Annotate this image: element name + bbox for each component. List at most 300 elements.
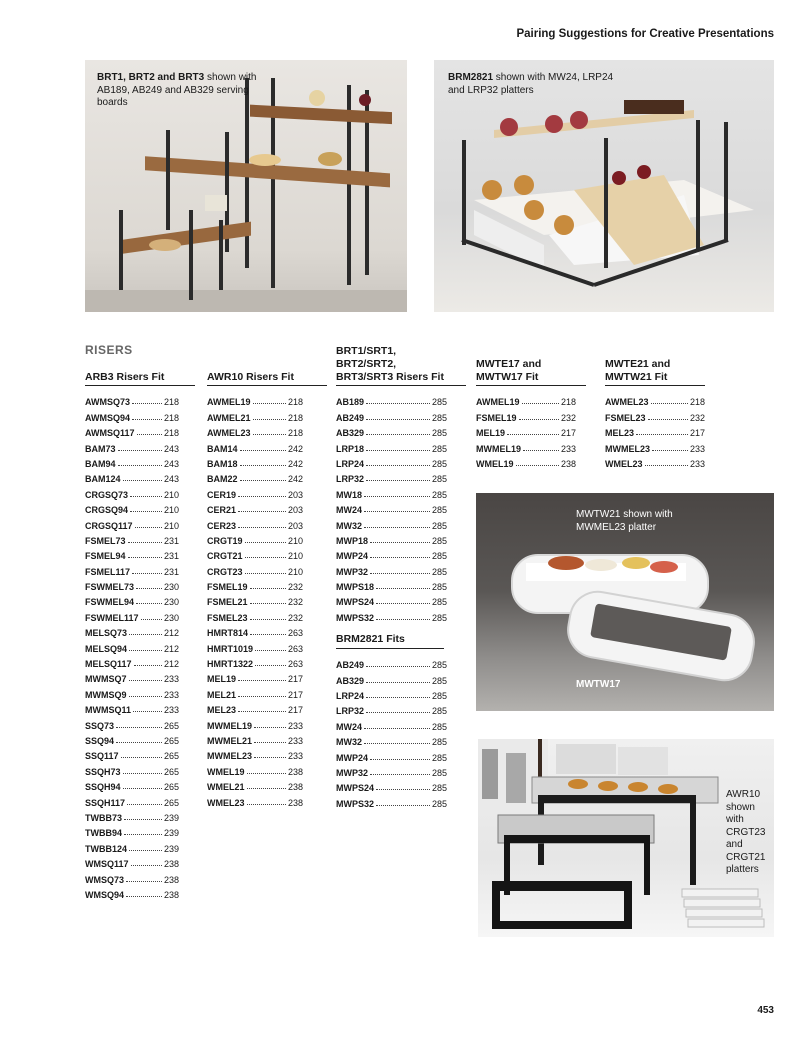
- item-page: 212: [163, 628, 179, 639]
- item-page: 265: [163, 766, 179, 777]
- list-item: [85, 515, 179, 530]
- page-header-title: Pairing Suggestions for Creative Presentations: [516, 28, 774, 40]
- item-page: 210: [287, 551, 303, 562]
- item-code: BAM94: [85, 458, 116, 469]
- item-code: FSMEL94: [85, 551, 126, 562]
- item-code: MW32: [336, 520, 363, 531]
- dot-leader: [238, 711, 286, 712]
- item-page: 285: [431, 721, 447, 732]
- dot-leader: [238, 696, 286, 697]
- brt-title-line2: BRT3/SRT3 Risers Fit: [336, 371, 444, 383]
- item-page: 217: [560, 428, 576, 439]
- brm2821-item-list: [336, 655, 447, 809]
- item-code: SSQH73: [85, 766, 121, 777]
- item-page: 285: [431, 566, 447, 577]
- list-item: [85, 531, 179, 546]
- dot-leader: [366, 682, 430, 683]
- item-code: TWBB124: [85, 843, 128, 854]
- dot-leader: [238, 511, 286, 512]
- item-page: 285: [431, 505, 447, 516]
- item-code: HMRT814: [207, 628, 249, 639]
- dot-leader: [376, 789, 430, 790]
- item-page: 265: [163, 797, 179, 808]
- list-item: [85, 761, 179, 776]
- item-code: WMSQ94: [85, 889, 125, 900]
- item-page: 210: [163, 489, 179, 500]
- item-code: AWMEL21: [207, 412, 251, 423]
- item-page: 238: [287, 797, 303, 808]
- list-item: [85, 454, 179, 469]
- item-page: 233: [560, 443, 576, 454]
- arb3-risers-column: [85, 358, 179, 900]
- item-code: BAM18: [207, 458, 238, 469]
- item-code: MWPS32: [336, 612, 375, 623]
- list-item: [207, 669, 303, 684]
- item-page: 238: [287, 766, 303, 777]
- dot-leader: [507, 434, 559, 435]
- dot-leader: [366, 666, 430, 667]
- list-item: [207, 423, 303, 438]
- item-page: 243: [163, 443, 179, 454]
- item-page: 230: [163, 597, 179, 608]
- list-item: [85, 854, 179, 869]
- item-page: 232: [287, 612, 303, 623]
- brt-title-line1: BRT1/SRT1, BRT2/SRT2,: [336, 345, 397, 370]
- list-item: [85, 592, 179, 607]
- list-item: [85, 792, 179, 807]
- list-item: [85, 654, 179, 669]
- item-page: 203: [287, 505, 303, 516]
- list-item: [85, 484, 179, 499]
- item-code: CRGSQ94: [85, 505, 129, 516]
- item-page: 239: [163, 843, 179, 854]
- dot-leader: [370, 774, 430, 775]
- brm2821-photo: [434, 60, 774, 312]
- item-page: 232: [287, 582, 303, 593]
- item-code: CRGT21: [207, 551, 243, 562]
- dot-leader: [134, 665, 162, 666]
- list-item: [85, 607, 179, 622]
- list-item: [85, 885, 179, 900]
- item-code: MWP18: [336, 535, 369, 546]
- dot-leader: [366, 697, 430, 698]
- dot-leader: [240, 450, 286, 451]
- list-item: [336, 423, 447, 438]
- item-page: 285: [431, 474, 447, 485]
- item-code: HMRT1019: [207, 643, 254, 654]
- item-code: LRP32: [336, 706, 365, 717]
- item-code: MW24: [336, 721, 363, 732]
- brt-photo-caption: [97, 72, 257, 110]
- item-page: 218: [163, 397, 179, 408]
- item-page: 231: [163, 535, 179, 546]
- list-item: [336, 561, 447, 576]
- list-item: [207, 607, 303, 622]
- item-code: WMSQ117: [85, 859, 129, 870]
- item-page: 217: [689, 428, 705, 439]
- item-code: SSQ117: [85, 751, 119, 762]
- dot-leader: [238, 680, 286, 681]
- dot-leader: [141, 619, 162, 620]
- item-page: 238: [560, 458, 576, 469]
- item-code: MWP32: [336, 767, 369, 778]
- dot-leader: [376, 603, 430, 604]
- item-code: FSMEL19: [476, 412, 517, 423]
- brm2821-illustration: [434, 60, 774, 312]
- list-item: [336, 793, 447, 808]
- dot-leader: [376, 588, 430, 589]
- item-code: MEL23: [605, 428, 635, 439]
- mwtw17-label: MWTW17: [576, 679, 621, 690]
- dot-leader: [250, 619, 286, 620]
- item-page: 233: [287, 735, 303, 746]
- list-item: [85, 392, 179, 407]
- item-page: 218: [287, 412, 303, 423]
- dot-leader: [245, 557, 286, 558]
- list-item: [336, 515, 447, 530]
- item-code: FSMEL23: [207, 612, 248, 623]
- list-item: [207, 577, 303, 592]
- item-page: 285: [431, 675, 447, 686]
- brt-column-rule: [336, 385, 466, 386]
- list-item: [207, 654, 303, 669]
- item-page: 285: [431, 798, 447, 809]
- brt-column-title: [336, 345, 447, 384]
- list-item: [85, 731, 179, 746]
- item-code: CER19: [207, 489, 237, 500]
- item-code: BAM124: [85, 474, 121, 485]
- brt-caption-bold: BRT1, BRT2 and BRT3: [97, 72, 205, 83]
- item-code: MWMEL21: [207, 735, 252, 746]
- item-page: 285: [431, 597, 447, 608]
- list-item: [476, 438, 576, 453]
- item-page: 285: [431, 783, 447, 794]
- item-page: 243: [163, 474, 179, 485]
- dot-leader: [364, 743, 430, 744]
- dot-leader: [129, 650, 162, 651]
- dot-leader: [128, 557, 162, 558]
- list-item: [207, 700, 303, 715]
- dot-leader: [123, 480, 162, 481]
- item-code: MWMSQ9: [85, 689, 127, 700]
- item-page: 285: [431, 489, 447, 500]
- item-page: 285: [431, 443, 447, 454]
- item-code: MWMSQ7: [85, 674, 127, 685]
- list-item: [85, 561, 179, 576]
- dot-leader: [366, 712, 430, 713]
- awr10-column-rule: [207, 385, 327, 386]
- list-item: [85, 407, 179, 422]
- item-code: MWPS24: [336, 783, 375, 794]
- item-page: 233: [287, 720, 303, 731]
- item-code: FSMEL21: [207, 597, 248, 608]
- item-page: 285: [431, 737, 447, 748]
- list-item: [207, 515, 303, 530]
- item-code: MWMEL19: [476, 443, 521, 454]
- item-page: 285: [431, 397, 447, 408]
- item-code: LRP32: [336, 474, 365, 485]
- item-code: AB329: [336, 675, 365, 686]
- list-item: [336, 407, 447, 422]
- item-code: AWMSQ94: [85, 412, 131, 423]
- mwte21-column: [605, 358, 705, 469]
- dot-leader: [116, 727, 162, 728]
- list-item: [336, 747, 447, 762]
- dot-leader: [376, 805, 430, 806]
- item-code: HMRT1322: [207, 659, 254, 670]
- item-page: 218: [287, 428, 303, 439]
- item-code: MWPS32: [336, 798, 375, 809]
- item-code: WMEL19: [476, 458, 514, 469]
- item-page: 263: [287, 628, 303, 639]
- list-item: [605, 454, 705, 469]
- item-page: 285: [431, 582, 447, 593]
- item-page: 285: [431, 428, 447, 439]
- item-page: 285: [431, 612, 447, 623]
- dot-leader: [247, 773, 286, 774]
- list-item: [336, 592, 447, 607]
- list-item: [207, 715, 303, 730]
- dot-leader: [128, 542, 162, 543]
- item-page: 239: [163, 812, 179, 823]
- item-code: MW18: [336, 489, 363, 500]
- dot-leader: [366, 480, 430, 481]
- item-page: 242: [287, 443, 303, 454]
- list-item: [85, 638, 179, 653]
- dot-leader: [130, 496, 162, 497]
- dot-leader: [247, 788, 286, 789]
- mwte17-item-list: [476, 392, 576, 469]
- list-item: [207, 761, 303, 776]
- list-item: [207, 623, 303, 638]
- dot-leader: [254, 742, 286, 743]
- arb3-column-rule: [85, 385, 195, 386]
- list-item: [85, 423, 179, 438]
- list-item: [207, 792, 303, 807]
- list-item: [207, 500, 303, 515]
- list-item: [605, 423, 705, 438]
- dot-leader: [651, 403, 688, 404]
- list-item: [85, 808, 179, 823]
- list-item: [207, 638, 303, 653]
- item-page: 285: [431, 520, 447, 531]
- dot-leader: [253, 403, 286, 404]
- list-item: [85, 746, 179, 761]
- dot-leader: [240, 465, 286, 466]
- dot-leader: [118, 465, 162, 466]
- list-item: [476, 392, 576, 407]
- dot-leader: [250, 588, 286, 589]
- awr10-title-text: AWR10 Risers Fit: [207, 371, 294, 383]
- dot-leader: [131, 865, 162, 866]
- item-code: MW24: [336, 505, 363, 516]
- item-code: AWMEL23: [605, 397, 649, 408]
- list-item: [85, 777, 179, 792]
- dot-leader: [247, 804, 286, 805]
- item-code: MWP24: [336, 551, 369, 562]
- dot-leader: [124, 819, 162, 820]
- mwte17-column-rule: [476, 385, 586, 386]
- item-code: WMEL23: [605, 458, 643, 469]
- list-item: [336, 716, 447, 731]
- dot-leader: [129, 696, 162, 697]
- item-page: 285: [431, 551, 447, 562]
- item-code: MEL19: [476, 428, 506, 439]
- list-item: [85, 469, 179, 484]
- item-page: 285: [431, 767, 447, 778]
- arb3-title-text: ARB3 Risers Fit: [85, 371, 165, 383]
- item-code: FSWMEL73: [85, 582, 135, 593]
- item-page: 233: [163, 674, 179, 685]
- item-code: WMSQ73: [85, 874, 125, 885]
- item-code: AWMEL19: [476, 397, 520, 408]
- list-item: [336, 438, 447, 453]
- dot-leader: [135, 527, 162, 528]
- dot-leader: [366, 403, 430, 404]
- list-item: [207, 684, 303, 699]
- dot-leader: [366, 450, 430, 451]
- item-code: CRGT19: [207, 535, 243, 546]
- item-code: SSQH94: [85, 782, 121, 793]
- mwte21-column-rule: [605, 385, 705, 386]
- list-item: [476, 423, 576, 438]
- list-item: [207, 746, 303, 761]
- mwtw21-photo-caption: MWTW21 shown with MWMEL23 platter: [576, 509, 673, 533]
- dot-leader: [124, 834, 162, 835]
- list-item: [85, 700, 179, 715]
- item-page: 285: [431, 535, 447, 546]
- item-code: TWBB73: [85, 812, 123, 823]
- dot-leader: [132, 419, 162, 420]
- dot-leader: [129, 850, 162, 851]
- brm2821-photo-caption: [448, 72, 618, 97]
- list-item: [85, 577, 179, 592]
- mwte17-title-line1: MWTE17 and: [476, 358, 542, 370]
- item-page: 233: [689, 443, 705, 454]
- mwte17-column-title: [476, 358, 576, 384]
- item-page: 285: [431, 691, 447, 702]
- item-code: MWP32: [336, 566, 369, 577]
- item-code: AWMSQ73: [85, 397, 131, 408]
- brm-caption-rest: shown with MW24, LRP24 and LRP32 platters: [448, 72, 614, 96]
- list-item: [85, 838, 179, 853]
- list-item: [336, 469, 447, 484]
- item-code: AWMEL19: [207, 397, 251, 408]
- list-item: [207, 407, 303, 422]
- item-page: 238: [287, 782, 303, 793]
- dot-leader: [364, 728, 430, 729]
- list-item: [207, 777, 303, 792]
- list-item: [336, 655, 447, 670]
- item-page: 265: [163, 720, 179, 731]
- list-item: [336, 686, 447, 701]
- item-code: AB249: [336, 660, 365, 671]
- dot-leader: [127, 804, 162, 805]
- item-code: FSMEL23: [605, 412, 646, 423]
- list-item: [207, 546, 303, 561]
- item-page: 203: [287, 489, 303, 500]
- list-item: [336, 732, 447, 747]
- item-code: LRP24: [336, 458, 365, 469]
- item-code: BAM22: [207, 474, 238, 485]
- item-page: 285: [431, 412, 447, 423]
- dot-leader: [132, 403, 162, 404]
- dot-leader: [238, 527, 286, 528]
- item-code: MW32: [336, 737, 363, 748]
- item-page: 210: [287, 535, 303, 546]
- page-number: 453: [757, 1005, 774, 1016]
- item-code: MELSQ73: [85, 628, 128, 639]
- list-item: [207, 731, 303, 746]
- dot-leader: [370, 759, 430, 760]
- item-page: 263: [287, 643, 303, 654]
- dot-leader: [652, 450, 688, 451]
- list-item: [336, 500, 447, 515]
- list-item: [85, 669, 179, 684]
- item-code: MWPS24: [336, 597, 375, 608]
- awr10-risers-column: [207, 358, 303, 808]
- item-code: MEL23: [207, 705, 237, 716]
- dot-leader: [648, 419, 688, 420]
- list-item: [336, 577, 447, 592]
- item-code: FSMEL73: [85, 535, 126, 546]
- item-page: 230: [163, 582, 179, 593]
- dot-leader: [366, 465, 430, 466]
- dot-leader: [254, 727, 286, 728]
- item-page: 238: [163, 889, 179, 900]
- item-code: MELSQ117: [85, 659, 132, 670]
- dot-leader: [516, 465, 559, 466]
- item-code: AWMEL23: [207, 428, 251, 439]
- dot-leader: [132, 573, 162, 574]
- item-code: MELSQ94: [85, 643, 128, 654]
- dot-leader: [519, 419, 559, 420]
- dot-leader: [376, 619, 430, 620]
- dot-leader: [121, 757, 162, 758]
- dot-leader: [253, 419, 286, 420]
- item-page: 218: [560, 397, 576, 408]
- item-page: 210: [287, 566, 303, 577]
- dot-leader: [370, 557, 430, 558]
- item-code: AWMSQ117: [85, 428, 135, 439]
- list-item: [336, 454, 447, 469]
- item-page: 231: [163, 551, 179, 562]
- list-item: [605, 407, 705, 422]
- list-item: [85, 823, 179, 838]
- item-page: 210: [163, 505, 179, 516]
- list-item: [207, 531, 303, 546]
- awr10-photo: [478, 739, 774, 937]
- list-item: [85, 715, 179, 730]
- item-page: 230: [163, 612, 179, 623]
- item-code: CRGSQ73: [85, 489, 129, 500]
- mwtw21-photo: [476, 493, 774, 711]
- list-item: [336, 392, 447, 407]
- list-item: [207, 484, 303, 499]
- item-page: 218: [163, 412, 179, 423]
- item-code: WMEL21: [207, 782, 245, 793]
- item-code: CER21: [207, 505, 237, 516]
- dot-leader: [116, 742, 162, 743]
- list-item: [85, 869, 179, 884]
- item-page: 285: [431, 752, 447, 763]
- item-code: FSWMEL94: [85, 597, 135, 608]
- item-code: MEL19: [207, 674, 237, 685]
- item-page: 231: [163, 566, 179, 577]
- item-code: WMEL23: [207, 797, 245, 808]
- list-item: [85, 500, 179, 515]
- awr10-column-title: [207, 358, 303, 384]
